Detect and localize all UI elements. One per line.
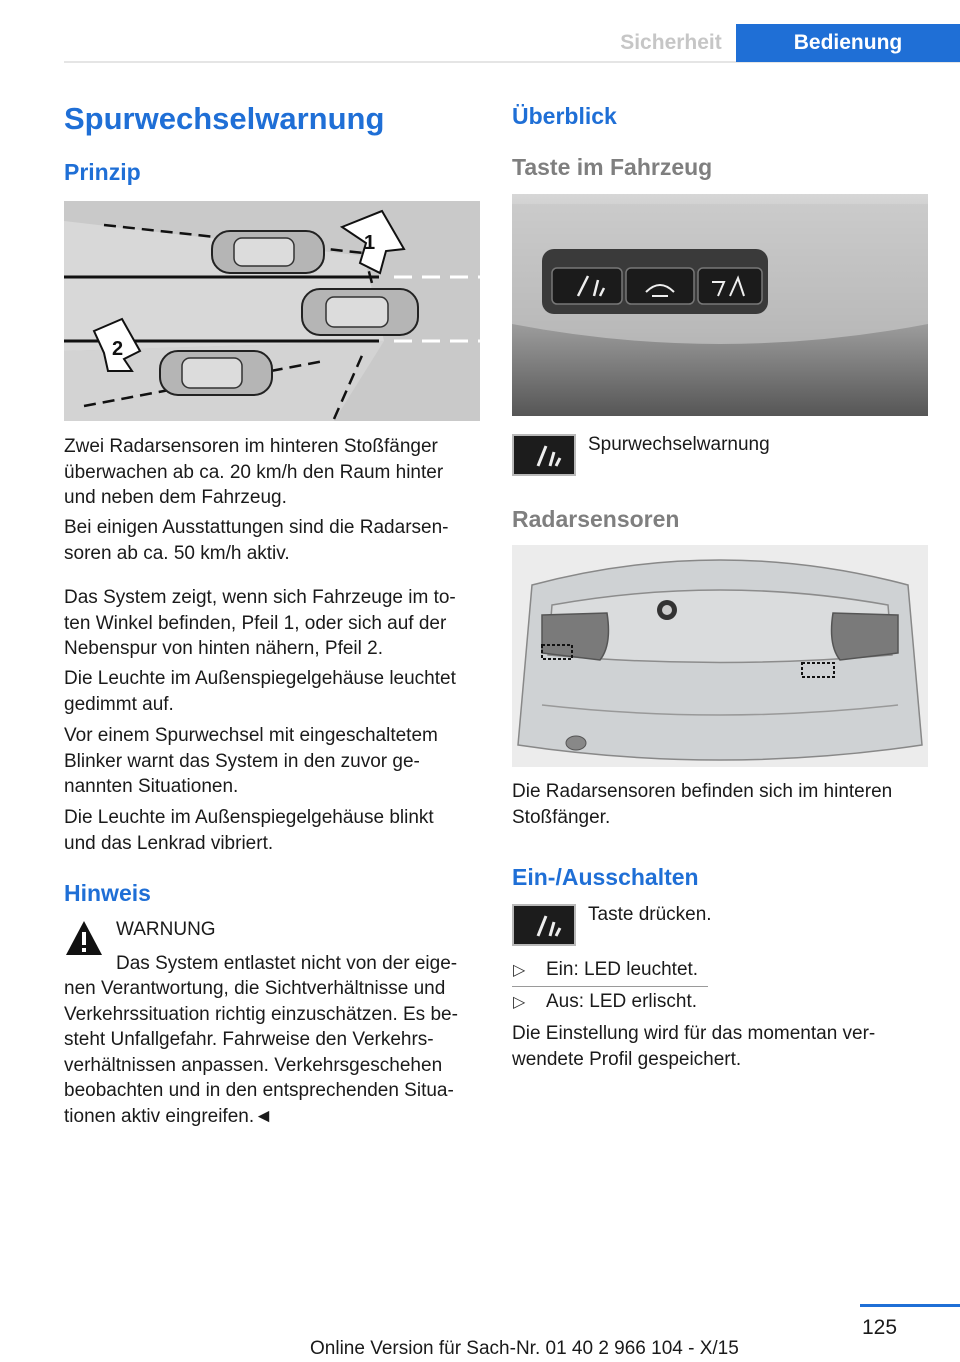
icon-label-spurwechselwarnung: Spurwechselwarnung — [588, 434, 770, 455]
text-line: verhältnissen anpassen. Verkehrsgeschehen — [64, 1054, 443, 1076]
arrow-1-label: 1 — [364, 232, 376, 254]
text-line: Die Einstellung wird für das momentan ver- — [512, 1023, 876, 1044]
text-line: tionen aktiv eingreifen.◄ — [64, 1105, 273, 1127]
text-line: Stoßfänger. — [512, 806, 611, 828]
text-line: und das Lenkrad vibriert. — [64, 832, 274, 854]
section-prinzip: Prinzip — [64, 159, 141, 185]
text-line: Bei einigen Ausstattungen sind die Radarsen- — [64, 517, 449, 538]
text-line: Verkehrssituation richtig einzuschätzen. Es be- — [64, 1003, 458, 1025]
text-line: Die Leuchte im Außenspiegelgehäuse blinkt — [64, 807, 434, 828]
warning-text — [64, 976, 484, 1129]
text-line: Blinker warnt das System in den zuvor ge- — [64, 750, 420, 772]
warning-icon — [64, 918, 104, 958]
text-line: Die Radarsensoren befinden sich im hinteren — [512, 781, 893, 802]
text-line: Das System zeigt, wenn sich Fahrzeuge im to- — [64, 587, 456, 608]
text-line: nen Verantwortung, die Sichtverhältnisse und — [64, 978, 446, 999]
paragraph-leuchte — [64, 666, 484, 717]
paragraph-system — [64, 585, 484, 662]
text-line: gedimmt auf. — [64, 693, 174, 715]
warning-line-1: Das System entlastet nicht von der eige- — [116, 953, 458, 974]
warning-label: WARNUNG — [116, 919, 216, 940]
bullet-aus: Aus: LED erlischt. — [546, 991, 697, 1012]
paragraph-ausstattung — [64, 515, 484, 566]
instruction-taste-druecken: Taste drücken. — [588, 904, 712, 925]
arrow-2-label: 2 — [112, 338, 124, 360]
text-line: wendete Profil gespeichert. — [512, 1048, 742, 1070]
text-line: und neben dem Fahrzeug. — [64, 487, 287, 508]
bullet-marker: ▷ — [513, 994, 526, 1011]
text-line: nannten Situationen. — [64, 776, 239, 797]
text-line: beobachten und in den entsprechenden Situa- — [64, 1080, 454, 1101]
footer-rule — [860, 1304, 960, 1307]
online-version: Online Version für Sach-Nr. 01 40 2 966 104 - X/15 — [310, 1338, 739, 1359]
lane-change-warning-icon — [512, 434, 576, 476]
subsection-taste: Taste im Fahrzeug — [512, 154, 713, 180]
text-line: steht Unfallgefahr. Fahrweise den Verkehrs- — [64, 1029, 434, 1050]
text-line: ten Winkel befinden, Pfeil 1, oder sich auf der — [64, 612, 447, 634]
page-title: Spurwechselwarnung — [64, 101, 385, 136]
text-line: Nebenspur von hinten nähern, Pfeil 2. — [64, 638, 383, 659]
paragraph-vibriert — [64, 805, 484, 856]
text-line: überwachen ab ca. 20 km/h den Raum hinter — [64, 461, 444, 483]
bullet-ein: Ein: LED leuchtet. — [546, 959, 699, 980]
paragraph-radar — [512, 779, 942, 830]
bullet-divider — [512, 986, 708, 987]
paragraph-intro — [64, 434, 484, 511]
button-panel-photo — [512, 194, 928, 416]
bullet-marker: ▷ — [513, 962, 526, 979]
text-line: Zwei Radarsensoren im hinteren Stoßfänger — [64, 436, 438, 457]
paragraph-blinker — [64, 723, 484, 800]
section-ueberblick: Überblick — [512, 103, 617, 129]
page-number: 125 — [862, 1316, 898, 1339]
text-line: Vor einem Spurwechsel mit eingeschaltetem — [64, 725, 438, 746]
text-line: Die Leuchte im Außenspiegelgehäuse leuchtet — [64, 668, 456, 689]
lane-change-diagram — [64, 201, 480, 421]
section-ein-ausschalten: Ein-/Ausschalten — [512, 864, 699, 890]
lane-change-warning-icon — [512, 904, 576, 946]
tab-bedienung[interactable]: Bedienung — [736, 24, 960, 62]
tab-sicherheit[interactable]: Sicherheit — [620, 31, 722, 54]
subsection-radarsensoren: Radarsensoren — [512, 506, 680, 532]
section-hinweis: Hinweis — [64, 880, 151, 906]
lane-change-diagram-svg — [64, 201, 480, 421]
text-line: soren ab ca. 50 km/h aktiv. — [64, 542, 290, 564]
car-rear-photo — [512, 545, 928, 767]
paragraph-profil — [512, 1021, 942, 1072]
